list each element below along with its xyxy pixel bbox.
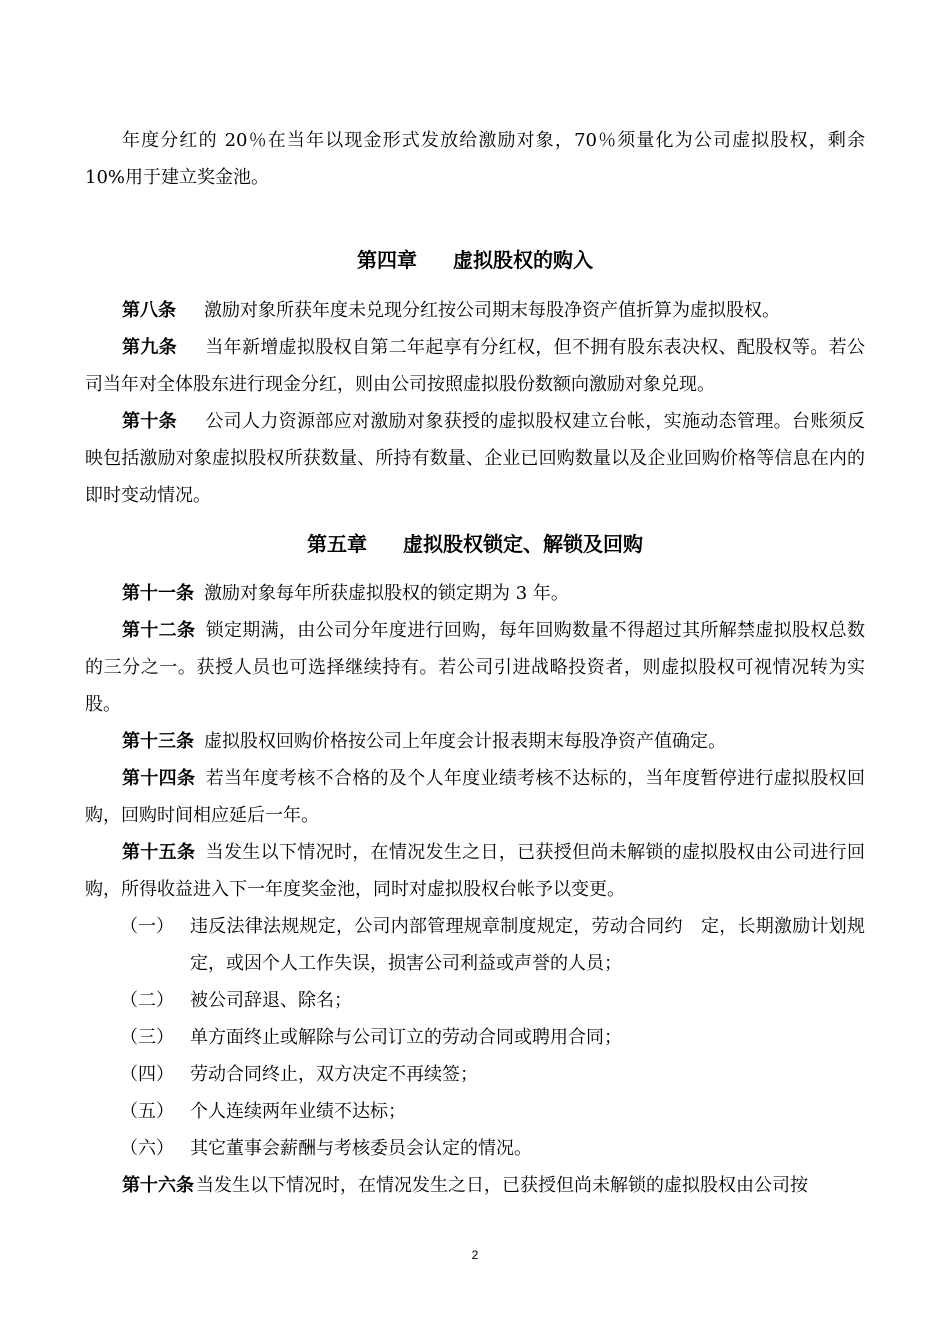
chapter-4-number: 第四章 bbox=[357, 248, 417, 272]
article-16-label: 第十六条 bbox=[122, 1175, 194, 1196]
article-10 bbox=[85, 403, 865, 514]
list-item-text: 被公司辞退、除名； bbox=[190, 990, 352, 1011]
article-9 bbox=[85, 329, 865, 403]
article-12-text: 锁定期满，由公司分年度进行回购，每年回购数量不得超过其所解禁虚拟股权总数的三分之一。获授人员也可选择继续持有。若公司引进战略投资者，则虚拟股权可视情况转为实股。 bbox=[85, 620, 866, 715]
list-item-text: 个人连续两年业绩不达标； bbox=[190, 1101, 406, 1122]
page-number: 2 bbox=[471, 1248, 479, 1262]
article-16 bbox=[85, 1167, 865, 1204]
intro-paragraph: 年度分红的 20％在当年以现金形式发放给激励对象，70％须量化为公司虚拟股权，剩余 10%用于建立奖金池。 bbox=[85, 130, 865, 188]
article-9-text: 当年新增虚拟股权自第二年起享有分红权，但不拥有股东表决权、配股权等。若公司当年对全体股东进行现金分红，则由公司按照虚拟股份数额向激励对象兑现。 bbox=[85, 337, 865, 395]
chapter-5-heading bbox=[0, 528, 950, 557]
article-14-label: 第十四条 bbox=[122, 768, 196, 789]
chapter-4-heading bbox=[0, 244, 950, 273]
article-13-label: 第十三条 bbox=[122, 731, 194, 752]
article-12 bbox=[85, 612, 865, 723]
list-item-text: 违反法律法规规定，公司内部管理规章制度规定，劳动合同约 定，长期激励计划规定，或因个人工作失误，损害公司利益或声誉的人员； bbox=[190, 916, 865, 974]
article-8-label: 第八条 bbox=[122, 300, 176, 321]
list-item-number: （三） bbox=[120, 1027, 174, 1048]
article-15-label: 第十五条 bbox=[122, 842, 196, 863]
list-item-number: （二） bbox=[120, 990, 174, 1011]
list-item-number: （一） bbox=[120, 916, 174, 937]
chapter-5-number: 第五章 bbox=[307, 532, 367, 556]
article-8-text: 激励对象所获年度未兑现分红按公司期末每股净资产值折算为虚拟股权。 bbox=[204, 300, 780, 321]
article-9-label: 第九条 bbox=[122, 337, 177, 358]
chapter-5-title: 虚拟股权锁定、解锁及回购 bbox=[403, 532, 643, 556]
article-11 bbox=[85, 575, 865, 612]
list-item-number: （五） bbox=[120, 1101, 174, 1122]
article-14 bbox=[85, 760, 865, 834]
chapter-4-title: 虚拟股权的购入 bbox=[453, 248, 593, 272]
article-11-label: 第十一条 bbox=[122, 583, 194, 604]
article-15-text: 当发生以下情况时，在情况发生之日，已获授但尚未解锁的虚拟股权由公司进行回购，所得收益进入下一年度奖金池，同时对虚拟股权台帐予以变更。 bbox=[85, 842, 866, 900]
article-13-text: 虚拟股权回购价格按公司上年度会计报表期末每股净资产值确定。 bbox=[204, 731, 726, 752]
article-11-text: 激励对象每年所获虚拟股权的锁定期为 3 年。 bbox=[204, 583, 569, 604]
list-item-number: （六） bbox=[120, 1138, 174, 1159]
article-16-text: 当发生以下情况时，在情况发生之日，已获授但尚未解锁的虚拟股权由公司按 bbox=[196, 1175, 808, 1196]
article-13 bbox=[85, 723, 865, 760]
article-10-text: 公司人力资源部应对激励对象获授的虚拟股权建立台帐，实施动态管理。台账须反映包括激励对象虚拟股权所获数量、所持有数量、企业已回购数量以及企业回购价格等信息在内的即时变动情况。 bbox=[85, 411, 865, 506]
article-12-label: 第十二条 bbox=[122, 620, 196, 641]
list-item-text: 其它董事会薪酬与考核委员会认定的情况。 bbox=[190, 1138, 532, 1159]
list-item-text: 单方面终止或解除与公司订立的劳动合同或聘用合同； bbox=[190, 1027, 622, 1048]
article-8 bbox=[85, 292, 865, 329]
article-15 bbox=[85, 834, 865, 908]
article-10-label: 第十条 bbox=[122, 411, 177, 432]
list-item-text: 劳动合同终止，双方决定不再续签； bbox=[190, 1064, 478, 1085]
list-item-number: （四） bbox=[120, 1064, 174, 1085]
article-14-text: 若当年度考核不合格的及个人年度业绩考核不达标的，当年度暂停进行虚拟股权回购，回购时间相应延后一年。 bbox=[85, 768, 866, 826]
